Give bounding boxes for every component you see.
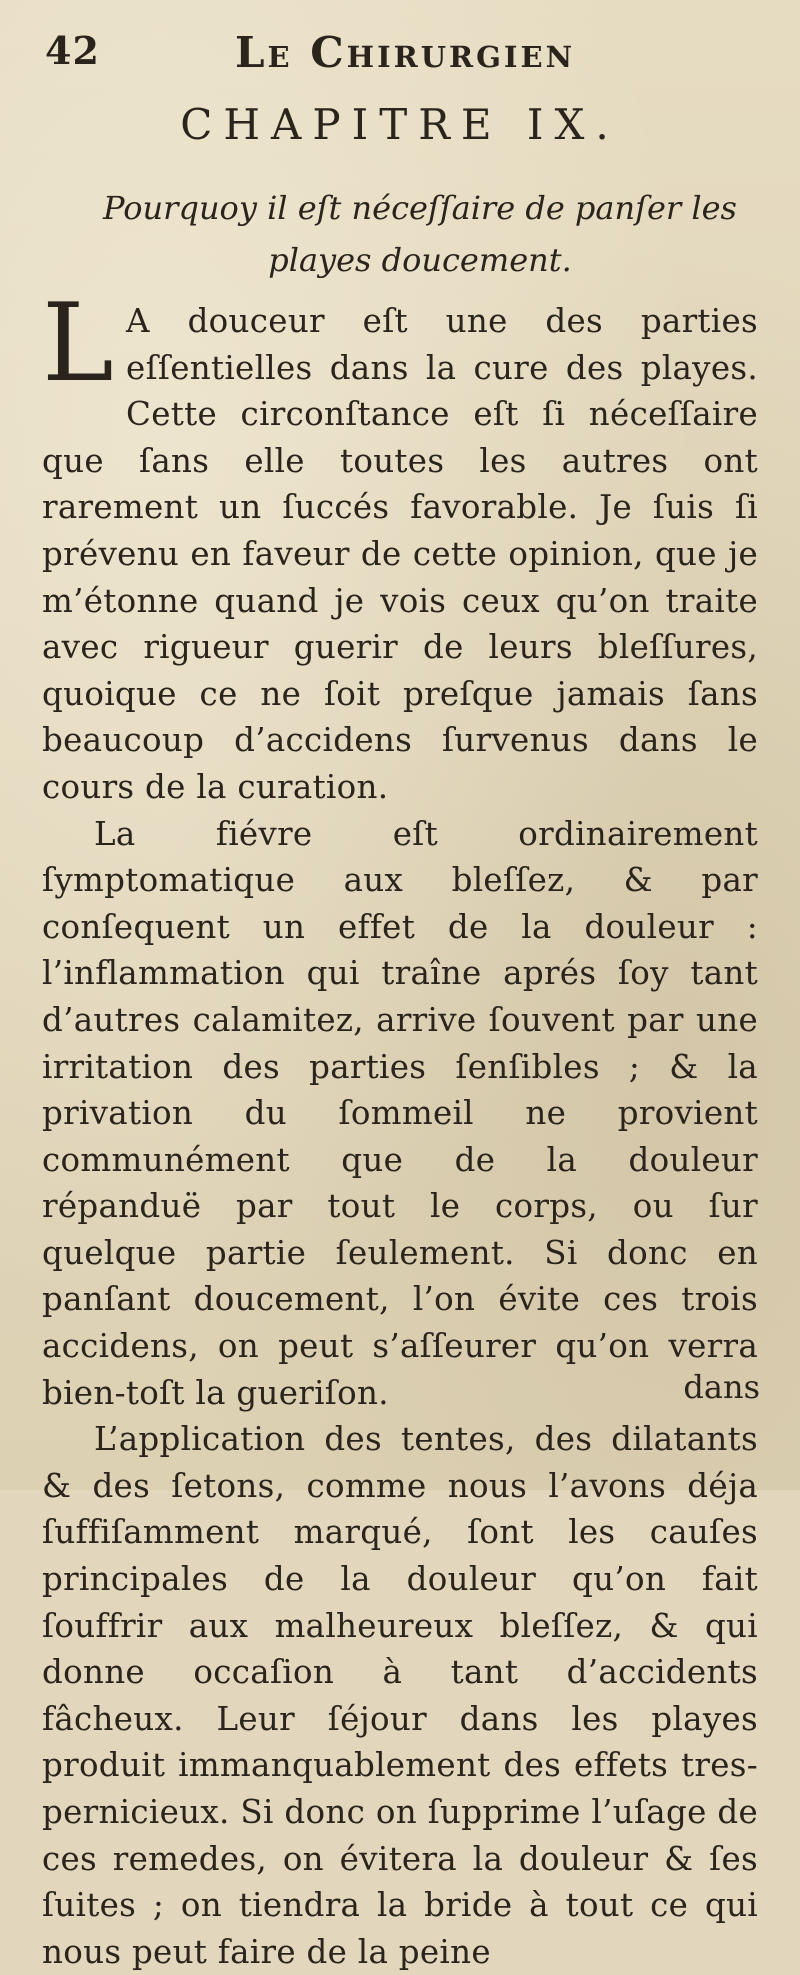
- body-text: [42, 281, 758, 1975]
- paragraph-3: L’application des tentes, des dilatants & des ſetons, comme nous l’avons déja ſuffiſamment marqué, ſont les cauſes principales de la douleur qu’on fait ſouffrir aux malheureux bleſſez, & qui donne occaſion à tant d’accidents fâcheux. Leur ſéjour dans les playes produit immanquablement des effets tres-pernicieux. Si donc on ſupprime l’uſage de ces remedes, on évitera la douleur & ſes ſuites ; on tiendra la bride à tout ce qui nous peut faire de la peine: [42, 1420, 758, 1971]
- paragraph-1: [42, 281, 758, 811]
- drop-cap: L: [42, 281, 115, 406]
- running-head: [45, 28, 745, 84]
- paragraph-1-text: A douceur eſt une des parties eſſentielles dans la cure des playes. Cette circonſtance eſt ſi néceſſaire que ſans elle toutes les autres ont rarement un ſuccés favorable. Je ſuis ſi prévenu en faveur de cette opinion, que je m’étonne quand je vois ceux qu’on traite avec rigueur guerir de leurs bleſſures, quoique ce ne ſoit preſque jamais ſans beaucoup d’accidens ſurvenus dans le cours de la curation.: [42, 302, 758, 806]
- page-number: 42: [45, 28, 100, 73]
- running-title: Le Chirurgien: [235, 28, 576, 77]
- chapter-title: CHAPITRE IX.: [180, 100, 620, 149]
- chapter-subtitle: Pourquoy il eſt néceſſaire de panſer les playes doucement.: [103, 189, 737, 279]
- paragraph-2: La fiévre eſt ordinairement ſymptomatique aux bleſſez, & par conſequent un effet de la douleur : l’inflammation qui traîne aprés ſoy tant d’autres calamitez, arrive ſouvent par une irritation des parties ſenſibles ; & la privation du ſommeil ne provient communément que de la douleur répanduë par tout le corps, ou ſur quelque partie ſeulement. Si donc en panſant doucement, l’on évite ces trois accidens, on peut s’aſſeurer qu’on verra bien-toſt la gueriſon.: [42, 814, 758, 1412]
- catchword: dans: [683, 1368, 760, 1406]
